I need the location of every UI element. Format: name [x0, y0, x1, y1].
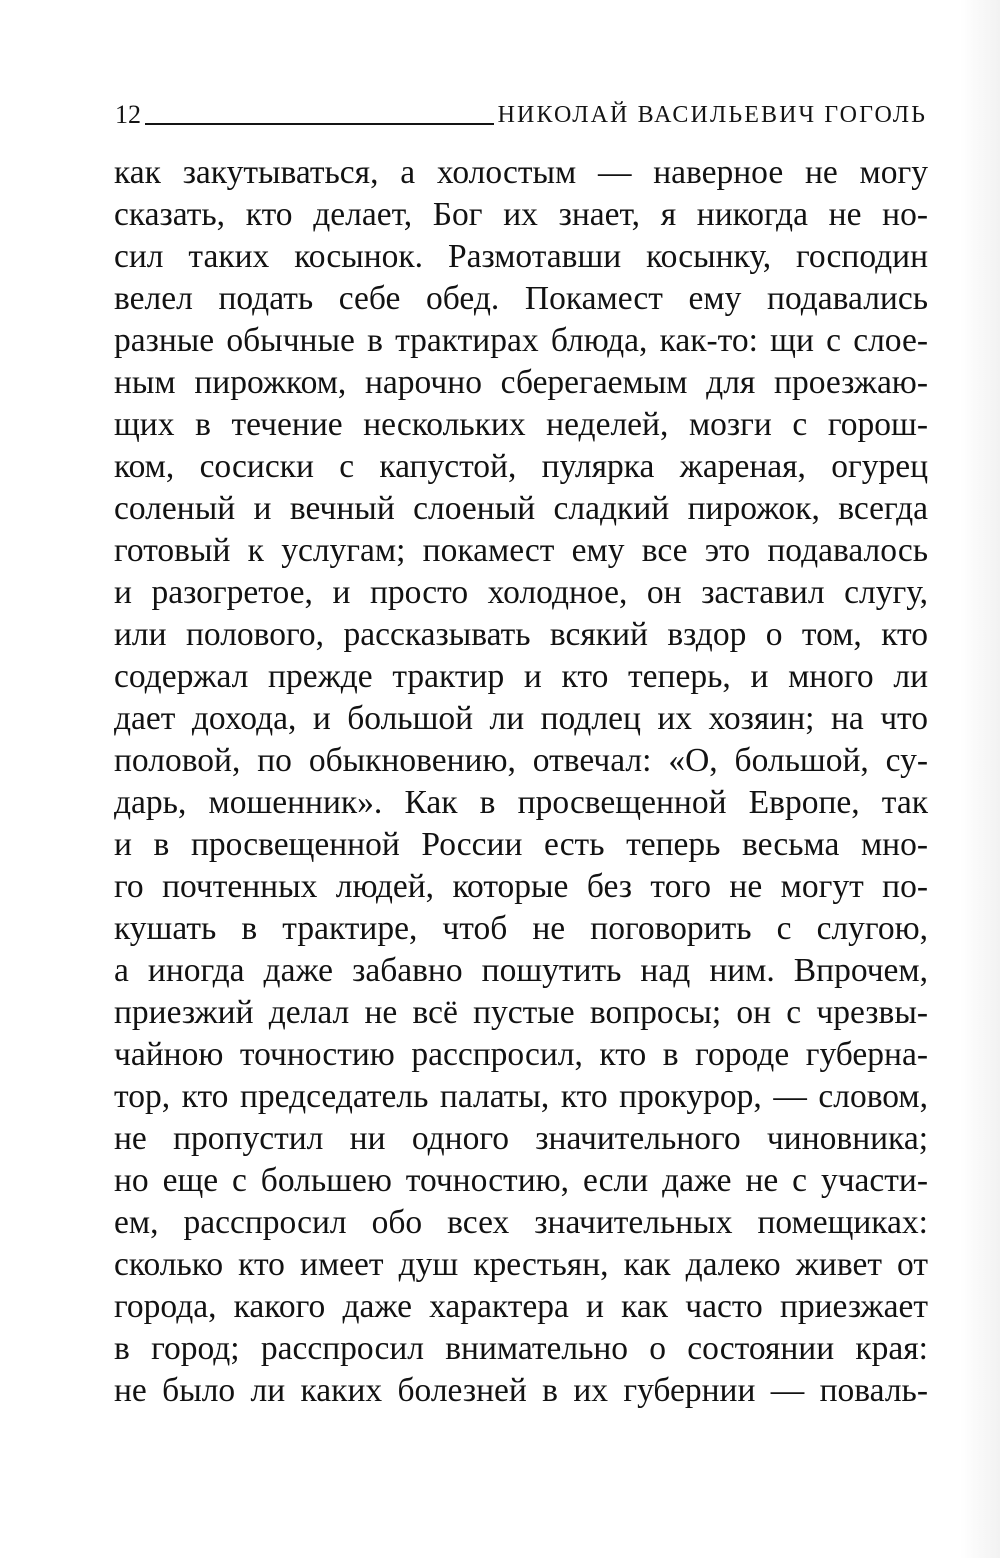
text-line: и в просвещенной России есть теперь весьма мно- [114, 826, 928, 863]
text-line: дает дохода, и большой ли подлец их хозяин; на что [114, 700, 928, 737]
running-head: НИКОЛАЙ ВАСИЛЬЕВИЧ ГОГОЛЬ [497, 102, 927, 128]
text-line: но еще с большею точностию, если даже не с участи- [114, 1162, 928, 1199]
text-line: приезжий делал не всё пустые вопросы; он с чрезвы- [114, 994, 928, 1031]
page-edge-shadow [960, 0, 1000, 1558]
text-line: половой, по обыкновению, отвечал: «О, большой, су- [114, 742, 928, 779]
body-text [114, 152, 928, 1412]
text-line: велел подать себе обед. Покамест ему подавались [114, 280, 928, 317]
page-number: 12 [115, 100, 141, 129]
text-line: тор, кто председатель палаты, кто прокурор, — словом, [114, 1078, 928, 1115]
text-line: сил таких косынок. Размотавши косынку, господин [114, 238, 928, 275]
text-line: или полового, рассказывать всякий вздор о том, кто [114, 616, 928, 653]
text-line: и разогретое, и просто холодное, он заставил слугу, [114, 574, 928, 611]
text-line: щих в течение нескольких неделей, мозги с горош- [114, 406, 928, 443]
text-line: сказать, кто делает, Бог их знает, я никогда не но- [114, 196, 928, 233]
text-line: как закутываться, а холостым — наверное не могу [114, 154, 928, 191]
text-line: содержал прежде трактир и кто теперь, и много ли [114, 658, 928, 695]
text-line: города, какого даже характера и как часто приезжает [114, 1288, 928, 1325]
text-line: ем, расспросил обо всех значительных помещиках: [114, 1204, 928, 1241]
text-line: сколько кто имеет душ крестьян, как далеко живет от [114, 1246, 928, 1283]
text-line: в город; расспросил внимательно о состоянии края: [114, 1330, 928, 1367]
text-line: дарь, мошенник». Как в просвещенной Европе, так [114, 784, 928, 821]
header-rule [145, 123, 494, 125]
text-line: не пропустил ни одного значительного чиновника; [114, 1120, 928, 1157]
text-line: чайною точностию расспросил, кто в городе губерна- [114, 1036, 928, 1073]
text-line: не было ли каких болезней в их губернии — поваль- [114, 1372, 928, 1409]
text-line: соленый и вечный слоеный сладкий пирожок, всегда [114, 490, 928, 527]
page-header [115, 90, 927, 130]
text-line: разные обычные в трактирах блюда, как-то: щи с слое- [114, 322, 928, 359]
text-line: готовый к услугам; покамест ему все это подавалось [114, 532, 928, 569]
text-line: а иногда даже забавно пошутить над ним. Впрочем, [114, 952, 928, 989]
text-line: го почтенных людей, которые без того не могут по- [114, 868, 928, 905]
text-line: ком, сосиски с капустой, пулярка жареная, огурец [114, 448, 928, 485]
text-line: ным пирожком, нарочно сберегаемым для проезжаю- [114, 364, 928, 401]
text-line: кушать в трактире, чтоб не поговорить с слугою, [114, 910, 928, 947]
